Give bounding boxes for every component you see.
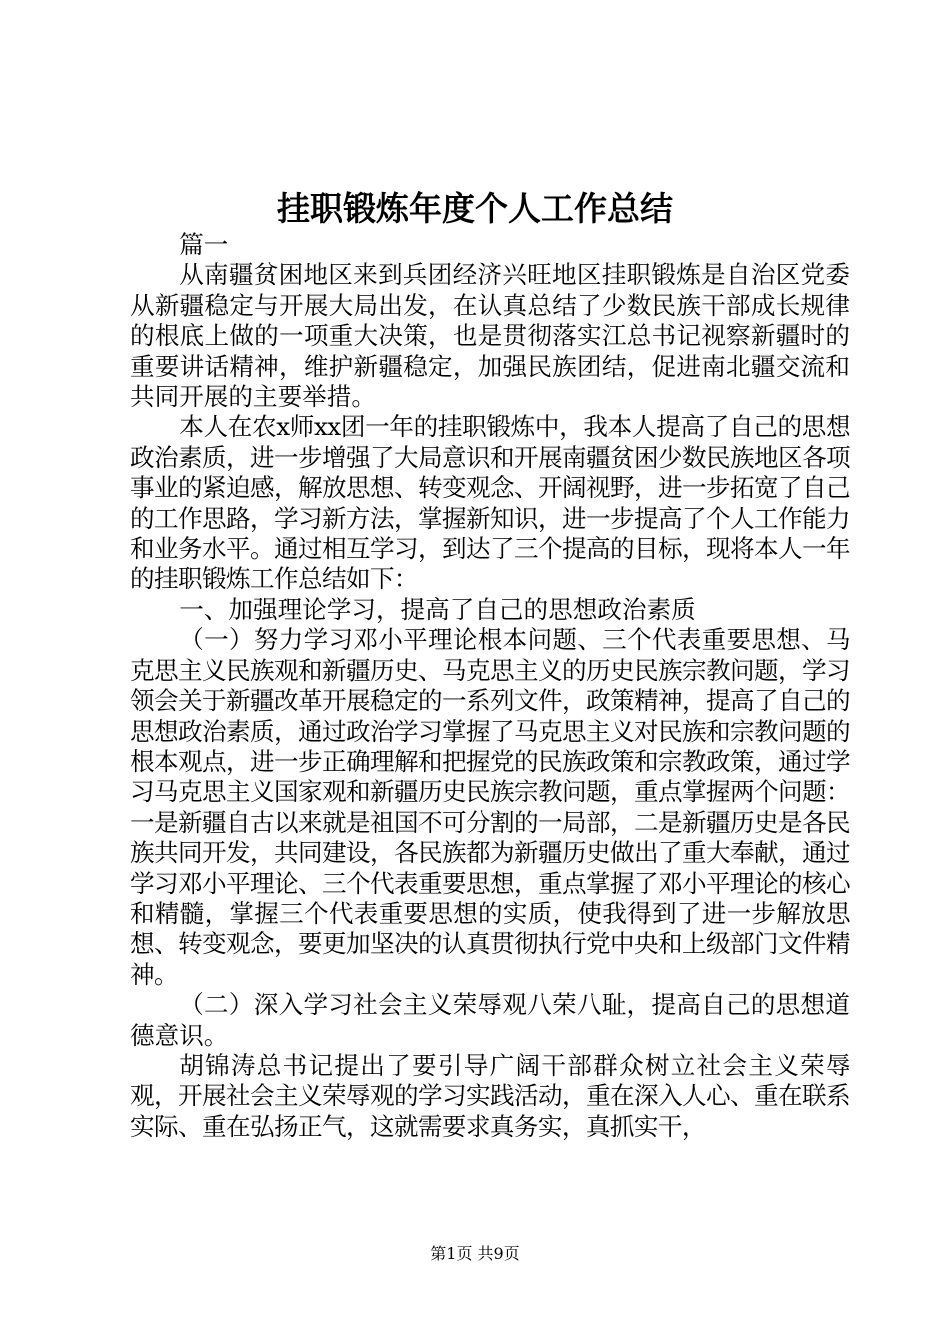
section-label: 篇一 (179, 230, 229, 259)
body-paragraph: 胡锦涛总书记提出了要引导广阔干部群众树立社会主义荣辱观，开展社会主义荣辱观的学习实践活动，重在深入人心、重在联系实际、重在弘扬正气，这就需要求真务实，真抓实干， (130, 1050, 850, 1141)
page-number: 第1页 共9页 (430, 1244, 520, 1263)
body-paragraph: （一）努力学习邓小平理论根本问题、三个代表重要思想、马克思主义民族观和新疆历史、马克思主义的历史民族宗教问题，学习领会关于新疆改革开展稳定的一系列文件，政策精神，提高了自己的思想政治素质，通过政治学习掌握了马克思主义对民族和宗教问题的根本观点，进一步正确理解和把握党的民族政策和宗教政策，通过学习马克思主义国家观和新疆历史民族宗教问题，重点掌握两个问题：一是新疆自古以来就是祖国不可分割的一局部，二是新疆历史是各民族共同开发，共同建设，各民族都为新疆历史做出了重大奉献，通过学习邓小平理论、三个代表重要思想，重点掌握了邓小平理论的核心和精髓，掌握三个代表重要思想的实质，使我得到了进一步解放思想、转变观念，要更加坚决的认真贯彻执行党中央和上级部门文件精神。 (130, 625, 850, 989)
body-paragraph: 从南疆贫困地区来到兵团经济兴旺地区挂职锻炼是自治区党委从新疆稳定与开展大局出发，在认真总结了少数民族干部成长规律的根底上做的一项重大决策，也是贯彻落实江总书记视察新疆时的重要讲话精神，维护新疆稳定，加强民族团结，促进南北疆交流和共同开展的主要举措。 (130, 260, 850, 412)
subsection-heading: （二）深入学习社会主义荣辱观八荣八耻，提高自己的思想道德意识。 (130, 990, 850, 1050)
document-title: 挂职锻炼年度个人工作总结 (277, 189, 673, 228)
section-heading: 一、加强理论学习，提高了自己的思想政治素质 (179, 594, 696, 624)
body-paragraph: 本人在农x师xx团一年的挂职锻炼中，我本人提高了自己的思想政治素质，进一步增强了大局意识和开展南疆贫困少数民族地区各项事业的紧迫感，解放思想、转变观念、开阔视野，进一步拓宽了自己的工作思路，学习新方法，掌握新知识，进一步提高了个人工作能力和业务水平。通过相互学习，到达了三个提高的目标，现将本人一年的挂职锻炼工作总结如下： (130, 412, 850, 594)
document-body (130, 230, 850, 1142)
